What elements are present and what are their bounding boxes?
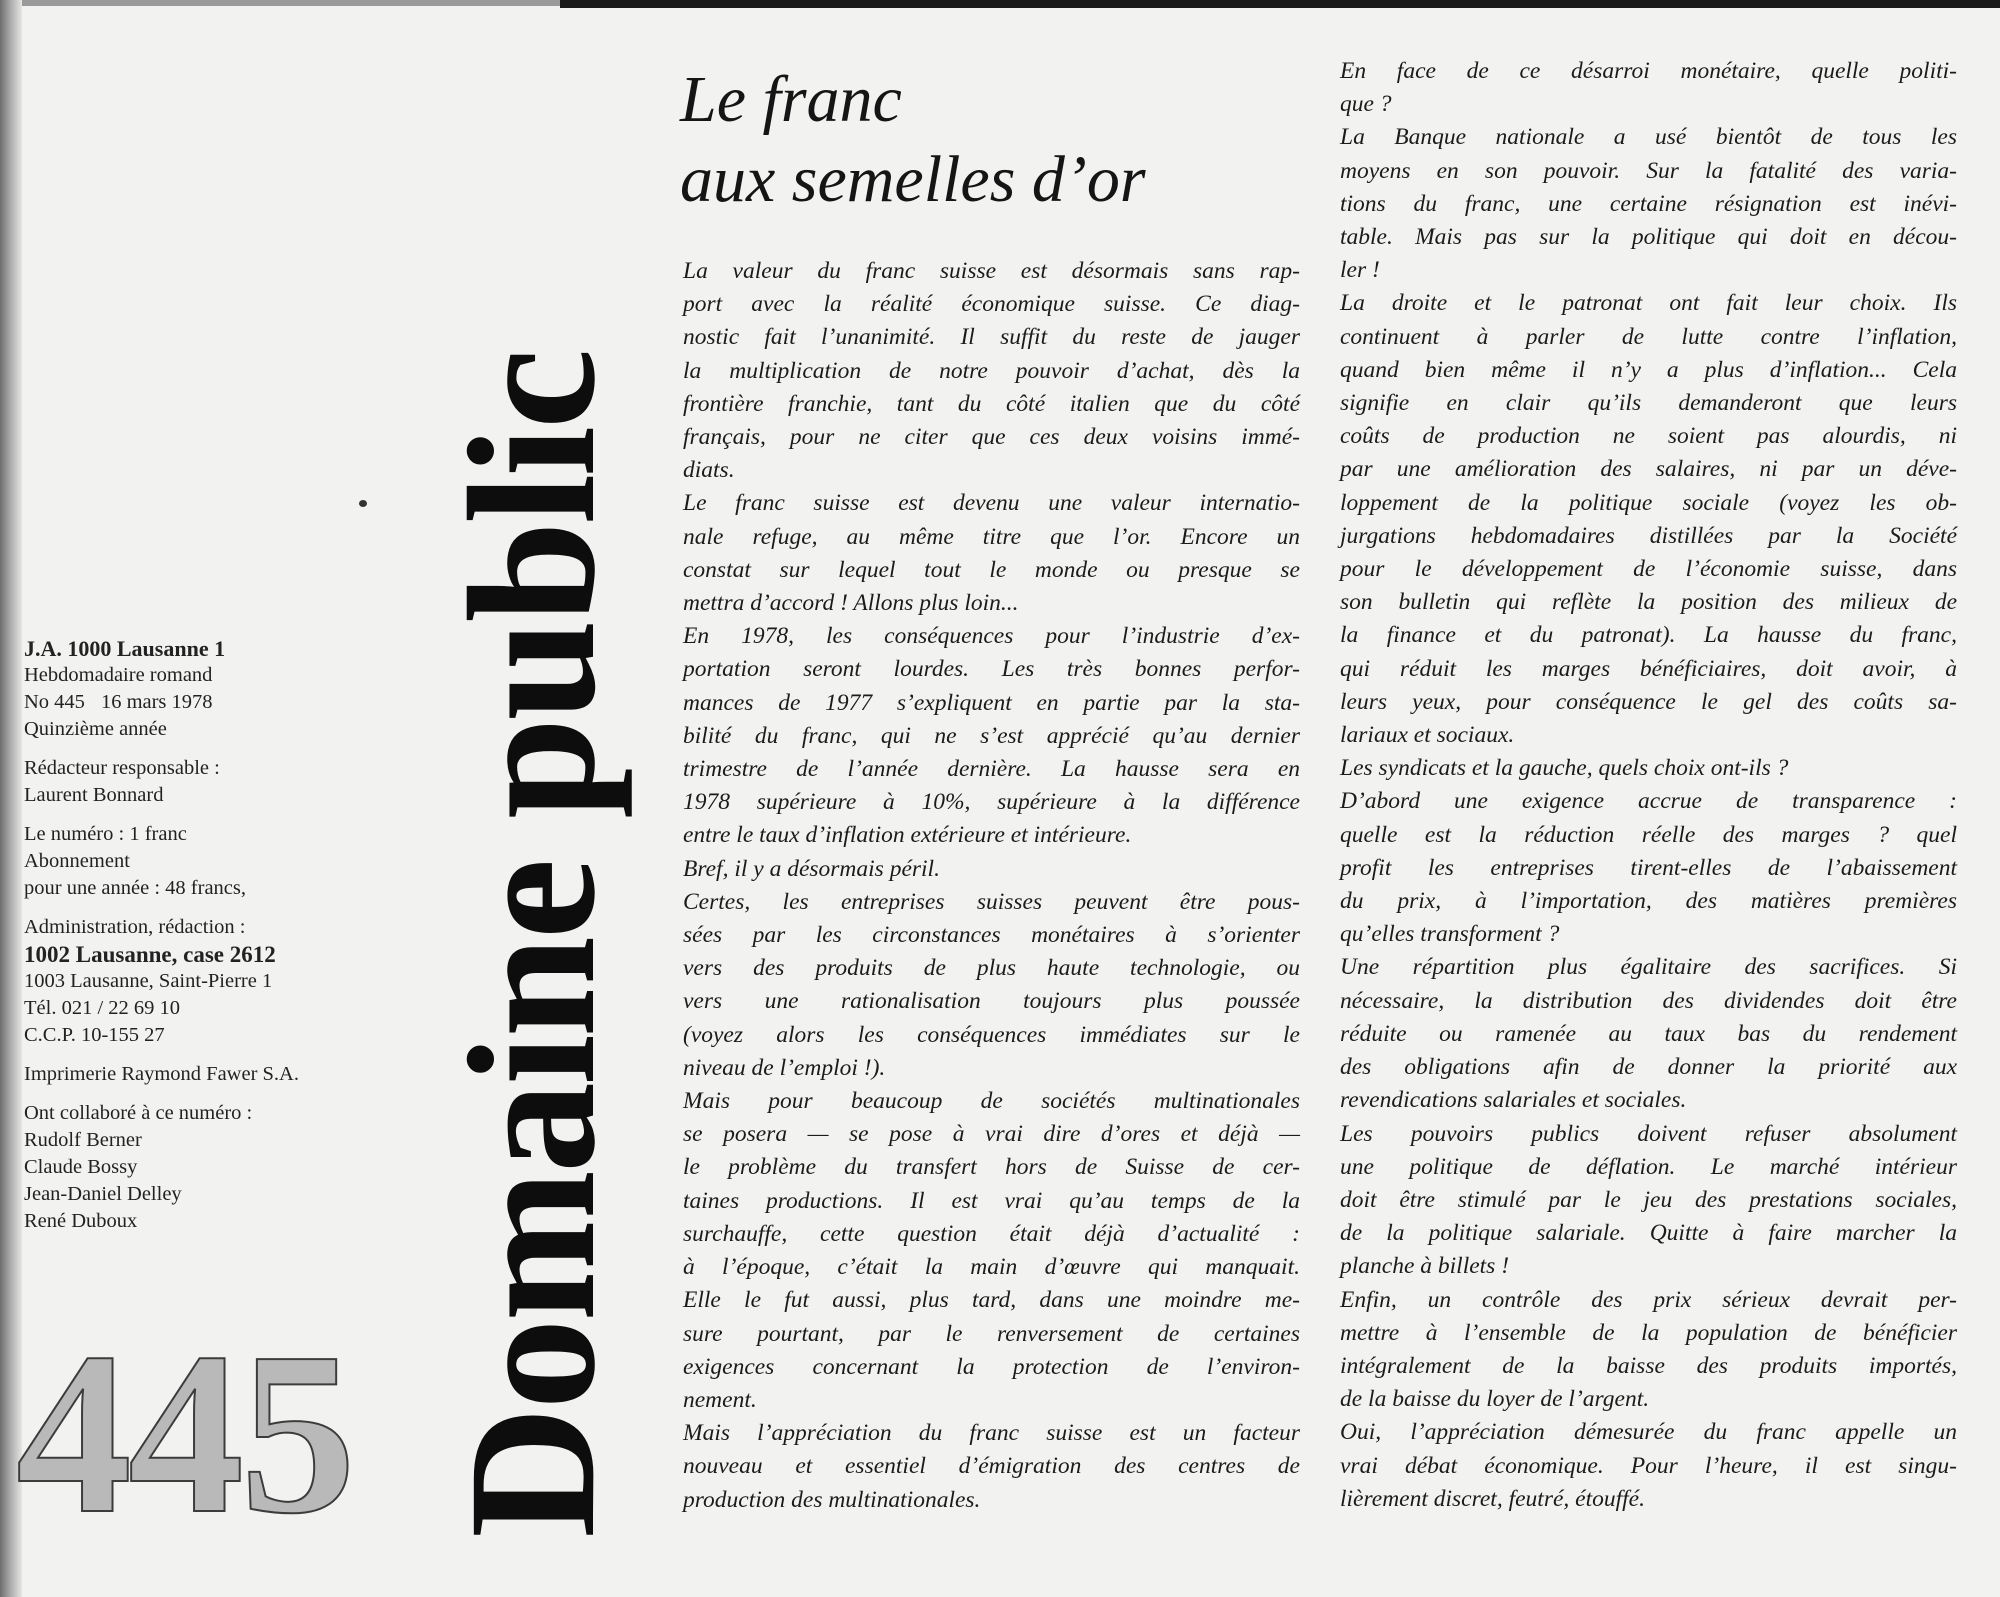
article-line: mances de 1977 s’expliquent en partie par la sta-: [683, 689, 1300, 716]
article-line: loppement de la politique sociale (voyez les ob-: [1340, 489, 1957, 516]
issue-date: 16 mars 1978: [100, 691, 213, 713]
article-line: se posera — se pose à vrai dire d’ores et déjà —: [683, 1121, 1300, 1148]
printer-line: Imprimerie Raymond Fawer S.A.: [24, 1063, 299, 1085]
article-line: par une amélioration des salaires, ni par un déve-: [1340, 456, 1957, 483]
article-line: nécessaire, la distribution des dividendes doit être: [1340, 987, 1957, 1014]
editor-label: Rédacteur responsable :: [24, 757, 220, 779]
article-line: 1978 supérieure à 10%, supérieure à la différence: [683, 789, 1300, 816]
article-line: Les pouvoirs publics doivent refuser absolument: [1340, 1120, 1957, 1147]
article-line: (voyez alors les conséquences immédiates sur le: [683, 1021, 1300, 1048]
article-line: la multiplication de notre pouvoir d’achat, dès la: [683, 357, 1300, 384]
contributors-label: Ont collaboré à ce numéro :: [24, 1102, 253, 1124]
article-line: constat sur lequel tout le monde ou presque se: [683, 556, 1300, 583]
article-line: qui réduit les marges bénéficiaires, doit avoir, à: [1340, 655, 1957, 682]
issue-number: 445: [16, 1305, 352, 1562]
article-line: que ?: [1340, 91, 1392, 118]
article-line: mettre à l’ensemble de la population de bénéficier: [1340, 1319, 1957, 1346]
article-line: de la baisse du loyer de l’argent.: [1340, 1386, 1650, 1413]
article-line: une politique de déflation. Le marché intérieur: [1340, 1153, 1957, 1180]
article-line: Les syndicats et la gauche, quels choix ont-ils ?: [1340, 755, 1789, 782]
article-line: doit être stimulé par le jeu des prestations sociales,: [1340, 1186, 1957, 1213]
article-line: leurs yeux, pour conséquence le gel des coûts sa-: [1340, 688, 1957, 715]
headline-line-1: Le franc: [680, 63, 902, 136]
article-line: réduite ou ramenée au taux bas du rendement: [1340, 1020, 1957, 1047]
article-line: le problème du transfert hors de Suisse de cer-: [683, 1154, 1300, 1181]
publication-info: [24, 635, 404, 1247]
article-line: continuent à parler de lutte contre l’inflation,: [1340, 323, 1957, 350]
article-line: lariaux et sociaux.: [1340, 722, 1515, 749]
article-line: lièrement discret, feutré, étouffé.: [1340, 1485, 1645, 1512]
article-line: Bref, il y a désormais péril.: [683, 855, 940, 882]
article-line: coûts de production ne soient pas alourdis, ni: [1340, 423, 1957, 450]
article-line: français, pour ne citer que ces deux voisins immé-: [683, 424, 1300, 451]
issue-block: [24, 635, 404, 743]
article-line: bilité du franc, qui ne s’est apprécié qu’au dernier: [683, 722, 1300, 749]
article-column-2: [1340, 55, 1957, 1516]
top-rule-left: [22, 0, 562, 6]
article-line: Oui, l’appréciation démesurée du franc appelle un: [1340, 1419, 1957, 1446]
issue-date-line: [24, 689, 404, 716]
article-line: D’abord une exigence accrue de transparence :: [1340, 788, 1957, 815]
subscription-line: Abonnement: [24, 850, 130, 872]
article-line: quelle est la réduction réelle des marges ? quel: [1340, 821, 1957, 848]
article-line: profit les entreprises tirent-elles de l’abaissement: [1340, 854, 1957, 881]
article-line: Mais pour beaucoup de sociétés multinationales: [683, 1088, 1300, 1115]
article-line: sure pourtant, par le renversement de certaines: [683, 1320, 1300, 1347]
article-line: nement.: [683, 1386, 757, 1413]
article-line: quand bien même il n’y a plus d’inflation... Cela: [1340, 356, 1957, 383]
contributor-name: Jean-Daniel Delley: [24, 1183, 182, 1205]
phone-line: Tél. 021 / 22 69 10: [24, 997, 181, 1019]
article-line: tions du franc, une certaine résignation est inévi-: [1340, 190, 1957, 217]
article-line: Certes, les entreprises suisses peuvent être pous-: [683, 888, 1300, 915]
editor-name: Laurent Bonnard: [24, 784, 164, 806]
contributor-name: René Duboux: [24, 1210, 138, 1232]
article-headline: [680, 60, 1146, 220]
decorative-dot: [359, 500, 367, 507]
postal-line: J.A. 1000 Lausanne 1: [24, 636, 226, 661]
article-line: Le franc suisse est devenu une valeur internatio-: [683, 490, 1300, 517]
admin-box: 1002 Lausanne, case 2612: [24, 942, 276, 967]
article-line: revendications salariales et sociales.: [1340, 1087, 1687, 1114]
price-line: Le numéro : 1 franc: [24, 823, 187, 845]
top-rule: [560, 0, 2000, 8]
frequency-line: Hebdomadaire romand: [24, 664, 213, 686]
article-line: moyens en son pouvoir. Sur la fatalité des varia-: [1340, 157, 1957, 184]
article-line: frontière franchie, tant du côté italien que du côté: [683, 390, 1300, 417]
contributors-block: [24, 1100, 404, 1235]
article-line: table. Mais pas sur la politique qui doit en décou-: [1340, 224, 1957, 251]
year-line: Quinzième année: [24, 718, 167, 740]
article-line: signifie en clair qu’ils demanderont que leurs: [1340, 390, 1957, 417]
article-line: Mais l’appréciation du franc suisse est un facteur: [683, 1420, 1300, 1447]
article-line: intégralement de la baisse des produits importés,: [1340, 1352, 1957, 1379]
article-line: En face de ce désarroi monétaire, quelle politi-: [1340, 58, 1957, 84]
article-line: planche à billets !: [1340, 1253, 1510, 1280]
article-line: du prix, à l’importation, des matières premières: [1340, 888, 1957, 915]
article-line: entre le taux d’inflation extérieure et intérieure.: [683, 822, 1132, 849]
article-line: son bulletin qui reflète la position des milieux de: [1340, 589, 1957, 616]
admin-label: Administration, rédaction :: [24, 916, 246, 938]
issue-label: No 445: [24, 691, 85, 713]
contributor-name: Rudolf Berner: [24, 1129, 142, 1151]
masthead-title: Domaine public: [432, 351, 633, 1538]
article-line: vrai débat économique. Pour l’heure, il est singu-: [1340, 1452, 1957, 1479]
article-line: portation seront lourdes. Les très bonnes perfor-: [683, 656, 1300, 683]
article-line: port avec la réalité économique suisse. Ce diag-: [683, 291, 1300, 318]
article-line: production des multinationales.: [683, 1486, 981, 1513]
article-line: nale refuge, au même titre que l’or. Encore un: [683, 523, 1300, 550]
article-line: des obligations afin de donner la priorité aux: [1340, 1054, 1957, 1081]
article-line: à l’époque, c’était la main d’œuvre qui manquait.: [683, 1254, 1300, 1281]
article-line: sées par les circonstances monétaires à s’orienter: [683, 922, 1300, 949]
address-line: 1003 Lausanne, Saint-Pierre 1: [24, 970, 273, 992]
ccp-line: C.C.P. 10-155 27: [24, 1024, 165, 1046]
article-line: Enfin, un contrôle des prix sérieux devrait per-: [1340, 1286, 1957, 1313]
price-block: [24, 821, 404, 902]
article-line: taines productions. Il est vrai qu’au temps de la: [683, 1187, 1300, 1214]
article-line: trimestre de l’année dernière. La hausse sera en: [683, 756, 1300, 783]
article-line: diats.: [683, 457, 735, 484]
article-line: jurgations hebdomadaires distillées par la Société: [1340, 522, 1957, 549]
article-line: vers une rationalisation toujours plus poussée: [683, 988, 1300, 1015]
article-line: La droite et le patronat ont fait leur choix. Ils: [1340, 290, 1957, 317]
article-line: Elle le fut aussi, plus tard, dans une moindre me-: [683, 1287, 1300, 1314]
admin-block: [24, 914, 404, 1049]
article-line: surchauffe, cette question était déjà d’actualité :: [683, 1220, 1300, 1247]
article-line: En 1978, les conséquences pour l’industrie d’ex-: [683, 623, 1300, 650]
article-line: mettra d’accord ! Allons plus loin...: [683, 590, 1019, 617]
article-column-1: [683, 255, 1300, 1517]
subscription-price-line: pour une année : 48 francs,: [24, 877, 246, 899]
printer-block: [24, 1061, 404, 1088]
headline-line-2: aux semelles d’or: [680, 143, 1146, 216]
article-line: vers des produits de plus haute technologie, ou: [683, 955, 1300, 982]
article-line: de la politique salariale. Quitte à faire marcher la: [1340, 1220, 1957, 1247]
article-line: pour le développement de l’économie suisse, dans: [1340, 556, 1957, 583]
editor-block: [24, 755, 404, 809]
article-line: la finance et du patronat). La hausse du franc,: [1340, 622, 1957, 649]
article-line: Une répartition plus égalitaire des sacrifices. Si: [1340, 954, 1957, 981]
article-line: niveau de l’emploi !).: [683, 1054, 886, 1081]
article-line: nouveau et essentiel d’émigration des centres de: [683, 1453, 1300, 1480]
article-line: nostic fait l’unanimité. Il suffit du reste de jauger: [683, 324, 1300, 351]
contributor-name: Claude Bossy: [24, 1156, 138, 1178]
article-line: ler !: [1340, 257, 1380, 284]
article-line: La Banque nationale a usé bientôt de tous les: [1340, 124, 1957, 151]
article-line: exigences concernant la protection de l’environ-: [683, 1353, 1300, 1380]
article-line: qu’elles transforment ?: [1340, 921, 1560, 948]
article-line: La valeur du franc suisse est désormais sans rap-: [683, 258, 1300, 284]
